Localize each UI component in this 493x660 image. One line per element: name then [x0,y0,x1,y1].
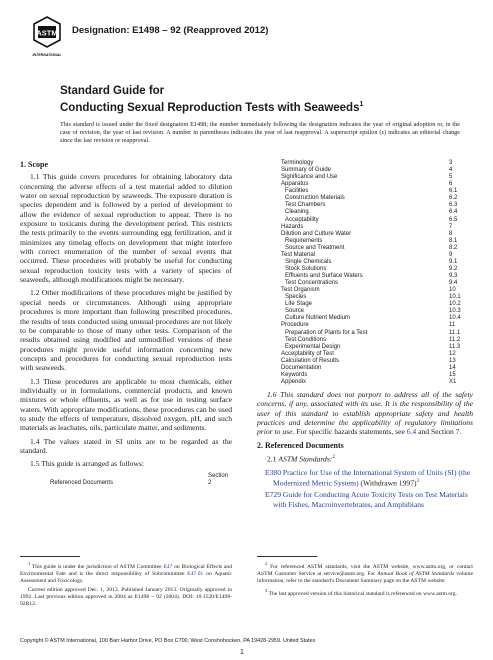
toc-row [281,231,473,238]
toc-row-section: 5 [449,174,453,181]
toc-row [281,344,473,351]
footnote-2 [257,560,473,585]
toc-row-title: Dilution and Culture Water [281,230,352,237]
toc-row-section: 9 [449,251,453,258]
link-6-4[interactable]: 6.4 [406,427,417,437]
link-committee-e47[interactable]: E47 [163,563,173,570]
toc-row-title: Species [285,294,307,301]
toc-row [281,245,473,252]
toc-row [281,372,473,379]
toc-row [50,480,232,487]
left-column [20,160,232,487]
toc-row-section: 8 [449,230,453,237]
footnote-1-edition: Current edition approved Dec. 1, 2012. Published January 2013. Originally approved in 1992. Last previous edition approved in 2004 as E1498 – 92 (2004). DOI: 10.1520/E1498-92R12. [20,586,232,607]
toc-start [20,473,232,487]
toc-row [281,217,473,224]
toc-row [281,330,473,337]
toc-row [281,238,473,245]
toc-row-section: 4 [449,167,453,174]
toc-row [281,202,473,209]
toc-row [281,287,473,294]
toc-row-title: Life Stage [285,301,313,308]
toc-row-title: Appendix [281,378,307,385]
toc-row [281,195,473,202]
toc-row-section: 11.1 [449,329,461,336]
toc-row-title: Referenced Documents [50,479,114,486]
toc-row [281,379,473,386]
toc-row-title: Test Conditions [285,336,327,343]
toc-row [281,351,473,358]
toc-row [281,224,473,231]
toc-row-title: Test Concentrations [285,280,339,287]
paragraph-2-1 [257,453,473,464]
footnote-3-marker: 3 [265,587,268,593]
toc-row-title: Summary of Guide [281,167,332,174]
astm-standards-label: 2.1 [267,454,279,464]
toc-row-section: 2 [208,479,212,486]
right-column [257,160,473,511]
section-heading-scope: 1. Scope [20,160,48,169]
toc-row [281,337,473,344]
safety-tail-b: and Section 7. [416,427,462,437]
footnote-1-marker: 1 [28,561,31,566]
toc-row-title: Cleaning [285,209,309,216]
footnote-rule-right [257,556,317,557]
toc-row-section: 9.4 [449,280,458,287]
toc-row [281,266,473,273]
toc-row [281,181,473,188]
astm-standards-footnote-marker: 2 [332,455,335,461]
toc-header-row [50,473,232,480]
toc-row-section: 7 [449,223,453,230]
footnote-2-part-a: For referenced ASTM standards, visit the ASTM website, www.astm.org, or contact ASTM Customer Service at service@astm.org. For [257,563,473,577]
toc-row-title: Acceptability [285,216,319,223]
toc-row [281,365,473,372]
toc-row [281,301,473,308]
toc-row-title: Source [285,308,305,315]
toc-row [281,294,473,301]
toc-row-section: 14 [449,364,456,371]
toc-row-section: 13 [449,357,456,364]
footnote-2-book-title: Annual Book of ASTM Standards [377,570,455,577]
reference-e729 [257,490,473,509]
toc-row-section: 3 [449,160,453,166]
footnote-1-text [20,560,232,585]
toc-row [281,322,473,329]
toc-row-section: 11 [449,322,456,329]
footnote-1 [20,560,232,608]
toc-row-section: 6.4 [449,209,458,216]
astm-logo-icon [32,16,62,60]
reference-e380-code[interactable]: E380 [265,467,282,477]
astm-standards-title: ASTM Standards: [278,454,333,464]
footnotes-right [257,560,473,598]
toc-row [281,358,473,365]
toc-row-section: 9.3 [449,273,458,279]
footnote-2-part-b: volume information, refer to the standard's Document Summary page on the ASTM website. [257,570,473,584]
toc-row-section: 6.1 [449,188,458,195]
copyright-line: Copyright © ASTM International, 100 Barr Harbor Drive, PO Box C700, West Conshohocken, PA 19428-2959. United States [20,638,316,644]
toc-row-section: 10.3 [449,308,461,315]
toc-row-section: 9.1 [449,258,458,265]
toc-row-title: Hazards [281,223,304,230]
footnote-3-text: The last approved version of this historical standard is referenced on www.astm.org. [267,590,457,597]
paragraph-1-1: 1.1 This guide covers procedures for obtaining laboratory data concerning the adverse effects of a test material added to dilution water on sexual reproduction by seaweeds. The exposure duration is species dependent and is followed by a period of development to allow the evidence of sexual reproduction to appear. There is no exposure to toxicants during the development period. This restricts the tests primarily to the events surrounding egg fertilization, and it minimizes any timelag effects on development that might interfere with correct enumeration of the number of sexual events that occurred. These procedures will probably be useful for conducting sexual reproduction toxicity tests with a variety of species of seaweeds, although modifications might be necessary. [20,172,232,285]
toc-row-title: Requirements [285,237,323,244]
toc-row-section: 10.2 [449,301,461,308]
safety-statement: 1.6 This standard does not purport to address all of the safety concerns, if any, associated with its use. It is the responsibility of the user of this standard to establish appropriate safety and health practices and determine the applicability of regulatory limitations prior to use. [257,390,473,437]
toc-row-title: Calculation of Results [281,357,340,364]
toc-row-section: 6.3 [449,202,458,209]
page-number: 1 [240,649,244,656]
safety-tail-a: For specific hazards statements, see [294,427,407,437]
toc-row-section: 12 [449,350,456,357]
toc-row-title: Procedure [281,322,309,329]
toc-row [281,273,473,280]
toc-row-title: Single Chemicals [285,258,332,265]
toc-row-section: 8.1 [449,237,458,244]
title-block [60,84,460,115]
toc-row-title: Test Material [281,251,316,258]
paragraph-1-4: 1.4 The values stated in SI units are to be regarded as the standard. [20,436,232,455]
footnote-rule-left [20,556,80,557]
footnote-1-part-a: This guide is under the jurisdiction of ASTM Committee [30,563,164,570]
reference-e729-code[interactable]: E729 [265,490,282,500]
paragraph-1-5: 1.5 This guide is arranged as follows: [30,459,144,469]
paragraph-1-3: 1.3 These procedures are applicable to most chemicals, either individually or in formulations, commercial products, and known mixtures or whole effluents, as well as for use in testing surface waters. With appropriate modifications, these procedures can be used to study the effects of temperature, dissolved oxygen, pH, and such materials as leachates, oils, particulate matter, and sediments. [20,376,232,433]
paragraph-1-6 [257,390,473,437]
toc-row-title: Apparatus [281,181,309,188]
toc-row-section: 10.1 [449,294,461,301]
toc-row-section: 6 [449,181,453,188]
toc-row-section: 8.2 [449,244,458,251]
document-header [32,16,472,72]
toc-row-section: 9.2 [449,265,458,272]
footnote-2-marker: 2 [265,561,268,566]
toc-row-title: Keywords [281,371,308,378]
toc-list [257,160,473,386]
toc-row-section: 11.2 [449,336,461,343]
paragraph-1-2: 1.2 Other modifications of these procedures might be justified by special needs or circumstances. Although using appropriate procedures is more important than following prescribed procedures, the results of tests conducted using unusual procedures are not likely to be comparable to those of many other tests. Comparison of the results obtained using modified and unmodified versions of these procedures might provide useful information concerning new concepts and procedures for conducting sexual reproduction tests with seaweeds. [20,288,232,373]
toc-row-title: Construction Materials [285,195,345,202]
issued-note: This standard is issued under the fixed designation E1498; the number immediately following the designation indicates the year of original adoption or, in the case of revision, the year of last revision. A number in parentheses indicates the year of last reapproval. A superscript epsilon (ε) indicates an editorial change since the last revision or reapproval. [60,121,460,145]
link-subcommittee-e47-01[interactable]: E47.01 [187,570,204,577]
toc-row [281,259,473,266]
toc-row-title: Stock Solutions [285,265,327,272]
toc-row-section: 11.3 [449,343,461,350]
toc-row-section: 10 [449,287,456,294]
toc-row-title: Effluents and Surface Waters [285,273,363,279]
toc-row-title: Preparation of Plants for a Test [285,329,368,336]
toc-row-section: 6.2 [449,195,458,202]
footnote-1-part-b: on Biological Effects and Environmental Fate and is the direct responsibility of Subcommittee [20,563,232,577]
reference-e380 [257,468,473,488]
title-main: Conducting Sexual Reproduction Tests with Seaweeds [60,101,360,114]
toc-row [281,280,473,287]
toc-row-title: Test Organism [281,287,320,294]
toc-row-title: Acceptability of Test [281,350,334,357]
toc-row-title: Experimental Design [285,343,341,350]
designation: Designation: E1498 – 92 (Reapproved 2012) [72,25,269,36]
toc-row-title: Facilities [285,188,309,195]
toc-row [281,308,473,315]
reference-e380-tail: (Withdrawn 1997) [358,478,417,488]
toc-row-title: Documentation [281,364,322,371]
toc-row-title: Terminology [281,160,314,166]
toc-row [281,174,473,181]
toc-row-title: Test Chambers [285,202,326,209]
svg-text:ASTM: ASTM [36,28,58,38]
footnote-1-part-c: on Aquatic Assessment and Toxicology. [20,570,232,584]
reference-e380-title[interactable]: Practice for Use of the International System of Units (SI) (the Modernized Metric System) [273,467,471,488]
toc-row [281,209,473,216]
title-line-1: Standard Guide for [60,85,165,97]
toc-row [281,315,473,322]
toc-row-title: Culture Nutrient Medium [285,315,351,322]
toc-section-label: Section [208,472,229,479]
toc-row-section: 6.5 [449,216,458,223]
toc-row [281,160,473,167]
toc-row-title: Significance and Use [281,174,338,181]
footnote-3 [257,587,473,598]
toc-row [281,167,473,174]
reference-e729-title[interactable]: Guide for Conducting Acute Toxicity Tests on Test Materials with Fishes, Macroinvertebrates, and Amphibians [273,490,468,509]
toc-row-section: 15 [449,371,456,378]
toc-row-section: X1 [449,378,457,385]
title-footnote-marker: 1 [359,101,364,108]
section-heading-referenced-documents: 2. Referenced Documents [257,440,344,450]
toc-row [281,188,473,195]
toc-row-title: Source and Treatment [285,244,345,251]
toc-row [281,252,473,259]
reference-e380-footnote-marker: 3 [416,479,420,485]
logo-text: INTERNATIONAL [32,53,62,57]
toc-row-section: 10.4 [449,315,461,322]
title-line-2 [60,98,460,115]
